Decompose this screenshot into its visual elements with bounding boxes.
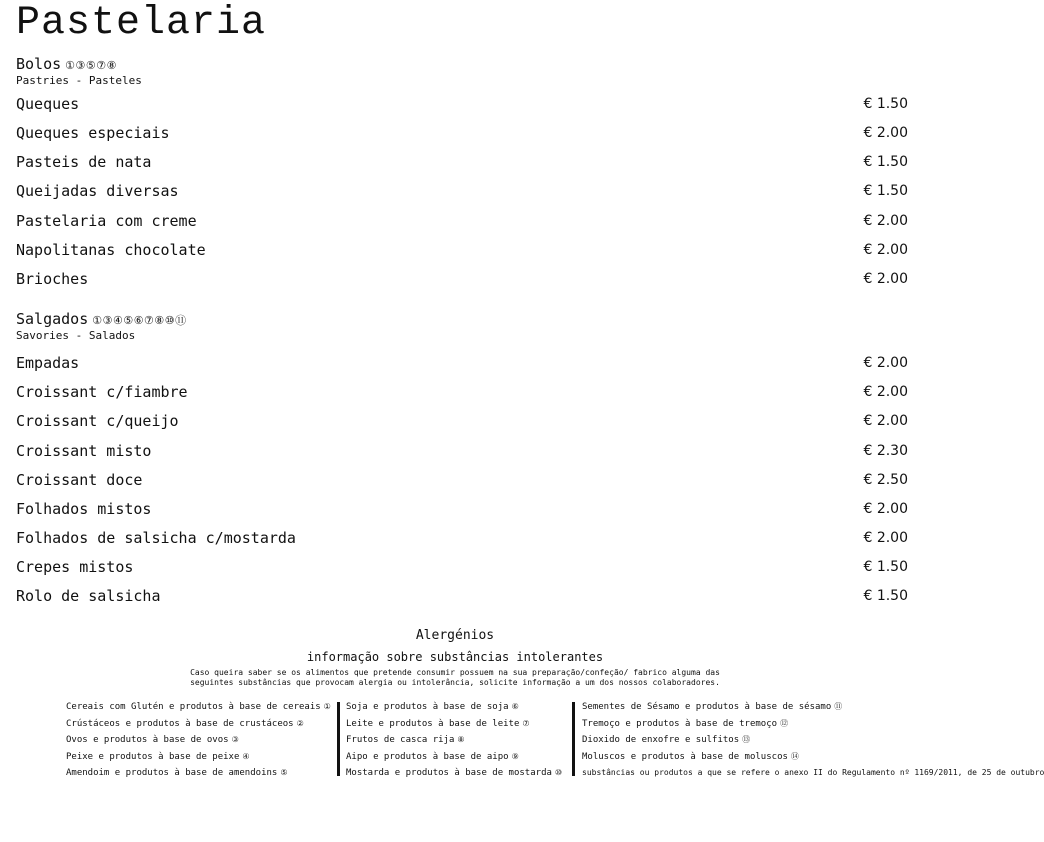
menu-item xyxy=(16,440,908,462)
allergen-label: Leite e produtos à base de leite xyxy=(346,718,520,729)
allergen-label: Cereais com Glutén e produtos à base de cereais xyxy=(66,702,321,712)
menu-item xyxy=(16,498,908,520)
item-price: € 1.50 xyxy=(863,559,908,575)
menu-item xyxy=(16,239,908,261)
allergen-column xyxy=(66,699,331,782)
item-price: € 2.50 xyxy=(863,472,908,488)
allergen-label: Mostarda e produtos à base de mostarda xyxy=(346,768,552,778)
allergen-label: Dioxido de enxofre e sulfitos xyxy=(582,735,740,745)
column-divider xyxy=(572,702,575,776)
item-name: Napolitanas chocolate xyxy=(16,241,206,259)
allergen-entry xyxy=(346,732,562,749)
allergen-number: ⑫ xyxy=(780,718,789,728)
item-price: € 1.50 xyxy=(863,154,908,170)
section-heading-bolos xyxy=(16,56,117,74)
allergen-entry xyxy=(582,716,852,733)
allergen-number: ⑨ xyxy=(511,751,519,761)
section-subtitle-salgados: Savories - Salados xyxy=(16,329,136,342)
item-name: Croissant misto xyxy=(16,442,152,460)
allergen-entry xyxy=(346,749,562,766)
allergen-entry xyxy=(582,749,852,766)
item-name: Queques especiais xyxy=(16,124,170,142)
allergen-label: Amendoim e produtos à base de amendoins xyxy=(66,768,278,778)
allergen-entry xyxy=(582,732,852,749)
allergens-note-line: seguintes substâncias que provocam alergia ou intolerância, solicite informação a um dos nossos colaboradores. xyxy=(190,678,720,687)
allergen-codes: ①③⑤⑦⑧ xyxy=(65,59,117,72)
item-name: Queques xyxy=(16,95,80,113)
item-price: € 2.00 xyxy=(863,413,908,429)
allergen-entry xyxy=(346,716,562,733)
item-price: € 2.00 xyxy=(863,213,908,229)
allergen-number: ⑪ xyxy=(834,702,843,711)
allergen-label: Frutos de casca rija xyxy=(346,735,455,745)
allergen-entry xyxy=(346,765,562,782)
menu-item xyxy=(16,585,908,607)
allergen-label: Moluscos e produtos à base de moluscos xyxy=(582,751,788,762)
section-name: Bolos xyxy=(16,55,62,73)
item-name: Queijadas diversas xyxy=(16,182,179,200)
item-name: Empadas xyxy=(16,354,80,372)
item-price: € 2.00 xyxy=(863,242,908,258)
item-price: € 2.00 xyxy=(863,125,908,141)
allergen-label: Soja e produtos à base de soja xyxy=(346,702,509,712)
allergen-entry xyxy=(346,699,562,716)
menu-item xyxy=(16,268,908,290)
item-price: € 2.00 xyxy=(863,271,908,287)
item-price: € 1.50 xyxy=(863,183,908,199)
allergen-number: ② xyxy=(296,718,304,728)
allergens-note xyxy=(0,668,910,688)
allergen-number: ⑤ xyxy=(280,768,288,777)
allergen-entry xyxy=(66,732,331,749)
allergen-codes: ①③④⑤⑥⑦⑧⑩⑪ xyxy=(92,314,187,327)
allergen-number: ⑩ xyxy=(554,768,563,777)
allergen-label: Crústáceos e produtos à base de crustáceos xyxy=(66,718,294,729)
allergen-label: Sementes de Sésamo e produtos à base de sésamo xyxy=(582,702,832,712)
item-name: Brioches xyxy=(16,270,89,288)
allergen-column xyxy=(346,699,562,782)
menu-item xyxy=(16,469,908,491)
item-name: Rolo de salsicha xyxy=(16,587,161,605)
item-price: € 2.00 xyxy=(863,501,908,517)
menu-item xyxy=(16,151,908,173)
item-name: Folhados de salsicha c/mostarda xyxy=(16,529,296,547)
allergen-entry xyxy=(66,699,331,716)
allergen-number: ⑦ xyxy=(522,718,530,728)
item-name: Croissant c/fiambre xyxy=(16,383,188,401)
item-price: € 2.30 xyxy=(863,443,908,459)
allergen-number: ⑭ xyxy=(790,751,799,761)
allergen-entry xyxy=(66,749,331,766)
item-name: Pastelaria com creme xyxy=(16,212,197,230)
item-price: € 2.00 xyxy=(863,355,908,371)
allergen-entry xyxy=(66,765,331,782)
allergen-label: Aipo e produtos à base de aipo xyxy=(346,751,509,762)
section-name: Salgados xyxy=(16,310,89,328)
menu-item xyxy=(16,527,908,549)
allergens-note-line: Caso queira saber se os alimentos que pretende consumir possuem na sua preparação/confeção/ fabrico alguma das xyxy=(190,668,720,677)
allergen-entry xyxy=(66,716,331,733)
menu-item xyxy=(16,122,908,144)
section-subtitle-bolos: Pastries - Pasteles xyxy=(16,74,142,87)
menu-item xyxy=(16,381,908,403)
menu-item xyxy=(16,210,908,232)
item-name: Croissant c/queijo xyxy=(16,412,179,430)
allergen-entry xyxy=(582,699,852,716)
allergen-number: ⑧ xyxy=(457,735,465,744)
allergen-column xyxy=(582,699,1044,782)
item-name: Folhados mistos xyxy=(16,500,152,518)
allergens-title: Alergénios xyxy=(415,628,495,643)
allergen-label: Peixe e produtos à base de peixe xyxy=(66,751,240,762)
allergen-number: ④ xyxy=(242,751,250,761)
column-divider xyxy=(337,702,340,776)
allergen-number: ⑬ xyxy=(742,735,751,744)
allergen-number: ① xyxy=(323,702,331,711)
menu-item xyxy=(16,410,908,432)
allergen-label: Tremoço e produtos à base de tremoço xyxy=(582,718,778,729)
menu-item xyxy=(16,180,908,202)
item-name: Croissant doce xyxy=(16,471,143,489)
allergen-footnote: substâncias ou produtos a que se refere o anexo II do Regulamento nº 1169/2011, de 25 de outubro xyxy=(582,768,1044,777)
item-price: € 2.00 xyxy=(863,530,908,546)
allergen-label: Ovos e produtos à base de ovos xyxy=(66,735,229,745)
item-price: € 1.50 xyxy=(863,588,908,604)
allergen-number: ③ xyxy=(231,735,239,744)
menu-title: Pastelaria xyxy=(16,1,267,46)
menu-item xyxy=(16,93,908,115)
item-name: Crepes mistos xyxy=(16,558,134,576)
item-price: € 1.50 xyxy=(863,96,908,112)
allergens-subtitle: informação sobre substâncias intolerantes xyxy=(306,650,604,664)
item-name: Pasteis de nata xyxy=(16,153,152,171)
allergen-number: ⑥ xyxy=(511,702,519,711)
menu-item xyxy=(16,556,908,578)
section-heading-salgados xyxy=(16,311,187,329)
item-price: € 2.00 xyxy=(863,384,908,400)
menu-item xyxy=(16,352,908,374)
